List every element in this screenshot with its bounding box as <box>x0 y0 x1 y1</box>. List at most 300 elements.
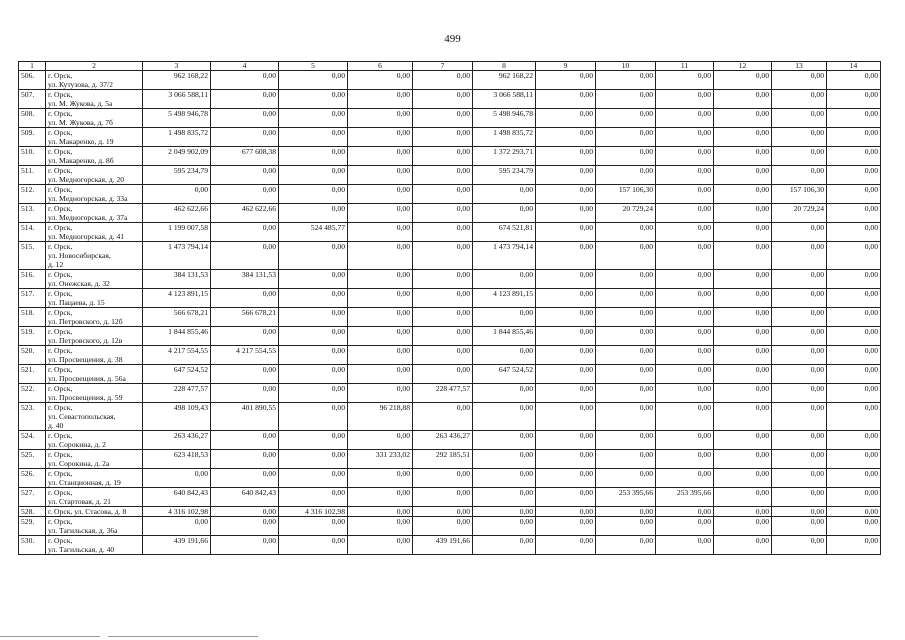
value-cell: 0,00 <box>656 147 714 166</box>
value-cell: 674 521,81 <box>473 223 536 242</box>
address-cell <box>46 469 143 488</box>
value-cell: 1 473 794,14 <box>143 242 211 270</box>
value-cell: 0,00 <box>536 289 596 308</box>
row-number: 520. <box>19 346 46 365</box>
value-cell: 0,00 <box>827 517 881 536</box>
value-cell: 0,00 <box>596 450 656 469</box>
address-line: г. Орск, <box>48 71 73 80</box>
value-cell: 595 234,79 <box>143 166 211 185</box>
value-cell: 0,00 <box>714 431 772 450</box>
value-cell: 0,00 <box>656 242 714 270</box>
value-cell: 96 218,88 <box>348 403 413 431</box>
value-cell: 462 622,66 <box>143 204 211 223</box>
row-number: 510. <box>19 147 46 166</box>
value-cell: 0,00 <box>473 536 536 555</box>
row-number: 511. <box>19 166 46 185</box>
value-cell: 0,00 <box>279 384 348 403</box>
value-cell: 0,00 <box>714 507 772 517</box>
value-cell: 0,00 <box>714 185 772 204</box>
address-line: г. Орск, <box>48 109 73 118</box>
value-cell: 0,00 <box>772 166 827 185</box>
address-line: г. Орск, <box>48 204 73 213</box>
address-line: ул. Медногорская, д. 20 <box>48 175 125 184</box>
value-cell: 0,00 <box>279 536 348 555</box>
value-cell: 0,00 <box>536 166 596 185</box>
table-row <box>19 128 881 147</box>
value-cell: 263 436,27 <box>143 431 211 450</box>
value-cell: 0,00 <box>714 204 772 223</box>
value-cell: 0,00 <box>279 403 348 431</box>
row-number: 526. <box>19 469 46 488</box>
value-cell: 0,00 <box>656 536 714 555</box>
value-cell: 0,00 <box>211 365 279 384</box>
value-cell: 0,00 <box>279 488 348 507</box>
value-cell: 0,00 <box>279 450 348 469</box>
column-header: 8 <box>473 62 536 71</box>
column-header: 12 <box>714 62 772 71</box>
table-row <box>19 166 881 185</box>
address-line: ул. Стартовая, д. 21 <box>48 497 111 506</box>
value-cell: 0,00 <box>656 90 714 109</box>
row-number: 512. <box>19 185 46 204</box>
row-number: 527. <box>19 488 46 507</box>
value-cell: 0,00 <box>596 166 656 185</box>
row-number: 529. <box>19 517 46 536</box>
footer-rule-left <box>0 636 100 637</box>
value-cell: 0,00 <box>279 242 348 270</box>
value-cell: 0,00 <box>827 109 881 128</box>
value-cell: 0,00 <box>348 346 413 365</box>
value-cell: 0,00 <box>656 289 714 308</box>
value-cell: 0,00 <box>596 109 656 128</box>
row-number: 530. <box>19 536 46 555</box>
value-cell: 0,00 <box>656 517 714 536</box>
value-cell: 0,00 <box>714 488 772 507</box>
value-cell: 0,00 <box>348 166 413 185</box>
address-line: ул. Станционная, д. 19 <box>48 478 121 487</box>
value-cell: 524 485,77 <box>279 223 348 242</box>
value-cell: 0,00 <box>413 365 473 384</box>
value-cell: 0,00 <box>596 346 656 365</box>
value-cell: 228 477,57 <box>143 384 211 403</box>
value-cell: 0,00 <box>536 507 596 517</box>
address-cell <box>46 289 143 308</box>
value-cell: 566 678,21 <box>143 308 211 327</box>
table-row <box>19 289 881 308</box>
address-line: г. Орск, <box>48 365 73 374</box>
address-line: г. Орск, <box>48 327 73 336</box>
value-cell: 0,00 <box>413 327 473 346</box>
value-cell: 0,00 <box>772 365 827 384</box>
value-cell: 263 436,27 <box>413 431 473 450</box>
table-row <box>19 71 881 90</box>
value-cell: 0,00 <box>348 308 413 327</box>
row-number: 518. <box>19 308 46 327</box>
address-cell <box>46 185 143 204</box>
address-line: ул. Севастопольская, <box>48 412 116 421</box>
value-cell: 0,00 <box>772 507 827 517</box>
table-row <box>19 403 881 431</box>
address-line: ул. Просвещения, д. 38 <box>48 355 123 364</box>
row-number: 525. <box>19 450 46 469</box>
value-cell: 0,00 <box>772 289 827 308</box>
address-line: г. Орск, <box>48 90 73 99</box>
value-cell: 0,00 <box>536 223 596 242</box>
table-row <box>19 536 881 555</box>
value-cell: 0,00 <box>413 346 473 365</box>
value-cell: 0,00 <box>279 90 348 109</box>
value-cell: 0,00 <box>536 185 596 204</box>
value-cell: 1 498 835,72 <box>473 128 536 147</box>
address-cell <box>46 308 143 327</box>
value-cell: 3 066 588,11 <box>143 90 211 109</box>
value-cell: 0,00 <box>714 242 772 270</box>
address-cell <box>46 507 143 517</box>
address-cell <box>46 327 143 346</box>
address-line: г. Орск, <box>48 346 73 355</box>
address-line: ул. Тагильская, д. 36а <box>48 526 118 535</box>
value-cell: 0,00 <box>827 403 881 431</box>
value-cell: 0,00 <box>596 507 656 517</box>
row-number: 523. <box>19 403 46 431</box>
value-cell: 0,00 <box>772 346 827 365</box>
address-line: г. Орск, <box>48 450 73 459</box>
value-cell: 0,00 <box>348 71 413 90</box>
value-cell: 4 217 554,55 <box>211 346 279 365</box>
value-cell: 0,00 <box>827 223 881 242</box>
value-cell: 0,00 <box>473 185 536 204</box>
address-line: г. Орск, <box>48 517 73 526</box>
value-cell: 0,00 <box>348 128 413 147</box>
address-line: ул. Пацаева, д. 15 <box>48 298 105 307</box>
value-cell: 0,00 <box>656 185 714 204</box>
value-cell: 0,00 <box>656 384 714 403</box>
address-line: ул. Тагильская, д. 40 <box>48 545 115 554</box>
row-number: 522. <box>19 384 46 403</box>
value-cell: 0,00 <box>714 166 772 185</box>
value-cell: 623 418,53 <box>143 450 211 469</box>
row-number: 516. <box>19 270 46 289</box>
column-header: 6 <box>348 62 413 71</box>
value-cell: 0,00 <box>473 469 536 488</box>
address-cell <box>46 204 143 223</box>
value-cell: 0,00 <box>714 128 772 147</box>
address-line: ул. М. Жукова, д. 5а <box>48 99 113 108</box>
value-cell: 0,00 <box>279 365 348 384</box>
address-line: ул. Медногорская, д. 41 <box>48 232 125 241</box>
value-cell: 0,00 <box>348 384 413 403</box>
value-cell: 0,00 <box>656 507 714 517</box>
value-cell: 0,00 <box>279 204 348 223</box>
footer-rule-right <box>108 636 258 637</box>
address-line: ул. Медногорская, д. 37а <box>48 213 128 222</box>
table-row <box>19 431 881 450</box>
column-header: 5 <box>279 62 348 71</box>
value-cell: 462 622,66 <box>211 204 279 223</box>
value-cell: 0,00 <box>714 450 772 469</box>
value-cell: 0,00 <box>473 450 536 469</box>
table-header <box>19 62 881 71</box>
address-line: г. Орск, <box>48 289 73 298</box>
value-cell: 384 131,53 <box>211 270 279 289</box>
address-cell <box>46 242 143 270</box>
column-header: 2 <box>46 62 143 71</box>
value-cell: 0,00 <box>656 431 714 450</box>
value-cell: 0,00 <box>348 147 413 166</box>
value-cell: 1 473 794,14 <box>473 242 536 270</box>
value-cell: 0,00 <box>413 223 473 242</box>
value-cell: 401 890,55 <box>211 403 279 431</box>
value-cell: 0,00 <box>656 71 714 90</box>
address-cell <box>46 431 143 450</box>
value-cell: 0,00 <box>536 308 596 327</box>
address-line: ул. Петровского, д. 12в <box>48 336 123 345</box>
value-cell: 0,00 <box>413 185 473 204</box>
address-line: г. Орск, <box>48 308 73 317</box>
address-line: г. Орск, <box>48 536 73 545</box>
value-cell: 0,00 <box>827 185 881 204</box>
value-cell: 0,00 <box>473 403 536 431</box>
value-cell: 0,00 <box>536 90 596 109</box>
value-cell: 0,00 <box>827 289 881 308</box>
value-cell: 0,00 <box>827 346 881 365</box>
value-cell: 0,00 <box>413 242 473 270</box>
value-cell: 0,00 <box>596 128 656 147</box>
value-cell: 0,00 <box>536 71 596 90</box>
value-cell: 0,00 <box>772 71 827 90</box>
value-cell: 0,00 <box>714 147 772 166</box>
value-cell: 0,00 <box>827 204 881 223</box>
value-cell: 0,00 <box>279 327 348 346</box>
value-cell: 0,00 <box>473 346 536 365</box>
address-line: г. Орск, <box>48 488 73 497</box>
address-cell <box>46 536 143 555</box>
value-cell: 0,00 <box>473 431 536 450</box>
table-row <box>19 488 881 507</box>
value-cell: 0,00 <box>596 431 656 450</box>
value-cell: 0,00 <box>348 185 413 204</box>
row-number: 515. <box>19 242 46 270</box>
value-cell: 4 123 891,15 <box>473 289 536 308</box>
value-cell: 0,00 <box>473 488 536 507</box>
value-cell: 5 498 946,78 <box>143 109 211 128</box>
table-row <box>19 90 881 109</box>
value-cell: 0,00 <box>348 488 413 507</box>
row-number: 506. <box>19 71 46 90</box>
value-cell: 0,00 <box>827 365 881 384</box>
value-cell: 962 168,22 <box>473 71 536 90</box>
value-cell: 0,00 <box>211 71 279 90</box>
row-number: 508. <box>19 109 46 128</box>
value-cell: 962 168,22 <box>143 71 211 90</box>
address-line: г. Орск, <box>48 166 73 175</box>
value-cell: 0,00 <box>413 517 473 536</box>
value-cell: 0,00 <box>348 431 413 450</box>
row-number: 513. <box>19 204 46 223</box>
value-cell: 0,00 <box>413 128 473 147</box>
column-header: 3 <box>143 62 211 71</box>
value-cell: 439 191,66 <box>143 536 211 555</box>
table-row <box>19 109 881 128</box>
value-cell: 0,00 <box>413 109 473 128</box>
value-cell: 0,00 <box>348 109 413 128</box>
value-cell: 0,00 <box>413 270 473 289</box>
value-cell: 0,00 <box>348 469 413 488</box>
value-cell: 0,00 <box>827 431 881 450</box>
address-line: г. Орск, <box>48 128 73 137</box>
value-cell: 0,00 <box>772 90 827 109</box>
value-cell: 1 498 835,72 <box>143 128 211 147</box>
value-cell: 292 185,51 <box>413 450 473 469</box>
value-cell: 1 844 855,46 <box>143 327 211 346</box>
value-cell: 0,00 <box>536 128 596 147</box>
value-cell: 253 395,66 <box>596 488 656 507</box>
value-cell: 0,00 <box>596 71 656 90</box>
value-cell: 640 842,43 <box>211 488 279 507</box>
value-cell: 0,00 <box>827 536 881 555</box>
value-cell: 0,00 <box>279 128 348 147</box>
address-cell <box>46 403 143 431</box>
column-header: 10 <box>596 62 656 71</box>
value-cell: 0,00 <box>656 327 714 346</box>
address-line: ул. Макаренко, д. 8б <box>48 156 114 165</box>
value-cell: 0,00 <box>211 185 279 204</box>
table-row <box>19 384 881 403</box>
value-cell: 0,00 <box>279 517 348 536</box>
value-cell: 0,00 <box>714 308 772 327</box>
data-table <box>18 61 881 555</box>
address-cell <box>46 166 143 185</box>
value-cell: 0,00 <box>536 517 596 536</box>
value-cell: 0,00 <box>536 327 596 346</box>
column-header: 7 <box>413 62 473 71</box>
value-cell: 0,00 <box>596 289 656 308</box>
table-row <box>19 517 881 536</box>
value-cell: 0,00 <box>596 517 656 536</box>
value-cell: 384 131,53 <box>143 270 211 289</box>
value-cell: 0,00 <box>596 536 656 555</box>
value-cell: 20 729,24 <box>596 204 656 223</box>
value-cell: 0,00 <box>772 270 827 289</box>
row-number: 524. <box>19 431 46 450</box>
address-cell <box>46 109 143 128</box>
value-cell: 647 524,52 <box>143 365 211 384</box>
page-number: 499 <box>444 33 461 45</box>
value-cell: 0,00 <box>596 469 656 488</box>
value-cell: 0,00 <box>279 71 348 90</box>
value-cell: 0,00 <box>211 469 279 488</box>
value-cell: 0,00 <box>714 517 772 536</box>
value-cell: 0,00 <box>211 128 279 147</box>
value-cell: 0,00 <box>536 270 596 289</box>
address-line: г. Орск, <box>48 223 73 232</box>
value-cell: 566 678,21 <box>211 308 279 327</box>
value-cell: 0,00 <box>714 109 772 128</box>
row-number: 521. <box>19 365 46 384</box>
value-cell: 0,00 <box>772 308 827 327</box>
value-cell: 0,00 <box>714 384 772 403</box>
table-row <box>19 223 881 242</box>
value-cell: 0,00 <box>827 469 881 488</box>
value-cell: 0,00 <box>772 469 827 488</box>
address-line: г. Орск, <box>48 431 73 440</box>
value-cell: 0,00 <box>413 204 473 223</box>
value-cell: 0,00 <box>348 90 413 109</box>
address-line: ул. Просвещения, д. 59 <box>48 393 123 402</box>
value-cell: 0,00 <box>656 365 714 384</box>
address-line: г. Орск, <box>48 469 73 478</box>
value-cell: 0,00 <box>536 204 596 223</box>
address-cell <box>46 90 143 109</box>
value-cell: 0,00 <box>473 517 536 536</box>
value-cell: 0,00 <box>211 450 279 469</box>
value-cell: 677 608,38 <box>211 147 279 166</box>
value-cell: 0,00 <box>714 365 772 384</box>
value-cell: 0,00 <box>279 289 348 308</box>
value-cell: 1 844 855,46 <box>473 327 536 346</box>
value-cell: 0,00 <box>596 403 656 431</box>
value-cell: 0,00 <box>772 517 827 536</box>
value-cell: 0,00 <box>211 242 279 270</box>
row-number: 517. <box>19 289 46 308</box>
value-cell: 0,00 <box>772 536 827 555</box>
value-cell: 0,00 <box>596 270 656 289</box>
value-cell: 0,00 <box>143 517 211 536</box>
address-line: ул. Кутузова, д. 37/2 <box>48 80 113 89</box>
value-cell: 0,00 <box>279 431 348 450</box>
address-line: ул. Петровского, д. 12б <box>48 317 123 326</box>
value-cell: 0,00 <box>536 147 596 166</box>
address-line: г. Орск, <box>48 185 73 194</box>
table-body <box>19 71 881 555</box>
value-cell: 0,00 <box>656 270 714 289</box>
value-cell: 331 233,02 <box>348 450 413 469</box>
value-cell: 0,00 <box>714 403 772 431</box>
value-cell: 0,00 <box>348 223 413 242</box>
value-cell: 1 199 007,58 <box>143 223 211 242</box>
value-cell: 4 316 102,98 <box>143 507 211 517</box>
address-cell <box>46 346 143 365</box>
value-cell: 0,00 <box>536 403 596 431</box>
value-cell: 0,00 <box>348 327 413 346</box>
value-cell: 0,00 <box>656 346 714 365</box>
value-cell: 0,00 <box>413 507 473 517</box>
address-line: ул. Макаренко, д. 19 <box>48 137 114 146</box>
value-cell: 0,00 <box>772 431 827 450</box>
value-cell: 647 524,52 <box>473 365 536 384</box>
value-cell: 1 372 293,71 <box>473 147 536 166</box>
value-cell: 640 842,43 <box>143 488 211 507</box>
row-number: 509. <box>19 128 46 147</box>
column-header: 14 <box>827 62 881 71</box>
table-row <box>19 147 881 166</box>
value-cell: 20 729,24 <box>772 204 827 223</box>
address-cell <box>46 223 143 242</box>
address-cell <box>46 270 143 289</box>
value-cell: 0,00 <box>772 327 827 346</box>
value-cell: 0,00 <box>714 346 772 365</box>
value-cell: 0,00 <box>413 90 473 109</box>
value-cell: 0,00 <box>827 488 881 507</box>
address-cell <box>46 365 143 384</box>
value-cell: 0,00 <box>596 147 656 166</box>
value-cell: 0,00 <box>348 507 413 517</box>
column-header: 13 <box>772 62 827 71</box>
table-row <box>19 469 881 488</box>
table-row <box>19 308 881 327</box>
address-line: г. Орск, <box>48 147 73 156</box>
value-cell: 0,00 <box>596 327 656 346</box>
